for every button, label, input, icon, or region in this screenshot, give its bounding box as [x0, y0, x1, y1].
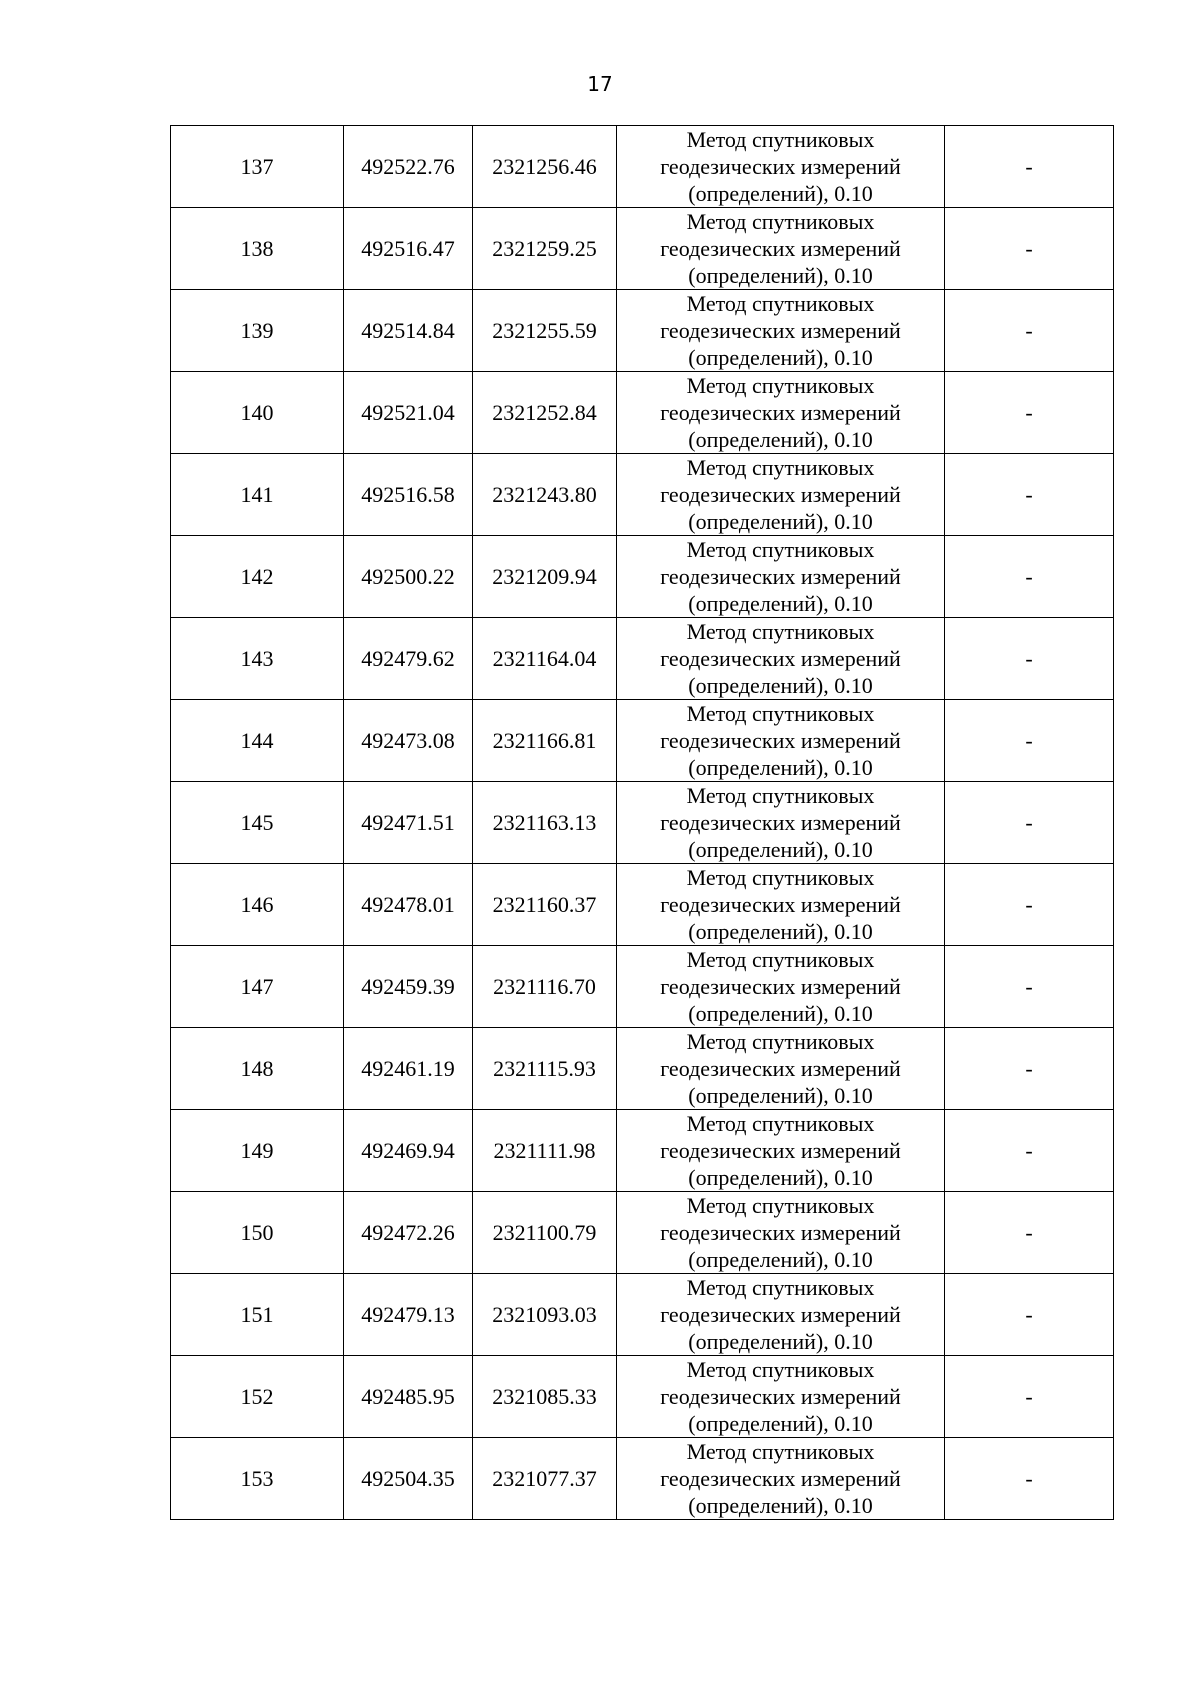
y-coordinate-cell: 2321100.79	[473, 1192, 617, 1274]
y-coordinate-cell: 2321166.81	[473, 700, 617, 782]
method-line-2: геодезических измерений	[660, 1138, 901, 1163]
method-line-1: Метод спутниковых	[686, 947, 875, 972]
table-row	[171, 782, 1114, 864]
method-line-2: геодезических измерений	[660, 892, 901, 917]
method-cell	[617, 618, 945, 700]
method-line-3: (определений), 0.10	[688, 1165, 873, 1190]
method-line-1: Метод спутниковых	[686, 537, 875, 562]
point-number-cell: 146	[171, 864, 344, 946]
method-line-3: (определений), 0.10	[688, 1411, 873, 1436]
page-number: 17	[587, 72, 613, 96]
table-row	[171, 290, 1114, 372]
table-row	[171, 618, 1114, 700]
method-line-3: (определений), 0.10	[688, 509, 873, 534]
table-row	[171, 1110, 1114, 1192]
point-number-cell: 142	[171, 536, 344, 618]
x-coordinate-cell: 492479.13	[344, 1274, 473, 1356]
method-line-1: Метод спутниковых	[686, 1111, 875, 1136]
point-number-cell: 144	[171, 700, 344, 782]
y-coordinate-cell: 2321116.70	[473, 946, 617, 1028]
method-line-1: Метод спутниковых	[686, 1357, 875, 1382]
table-row	[171, 1028, 1114, 1110]
method-cell	[617, 290, 945, 372]
method-line-3: (определений), 0.10	[688, 755, 873, 780]
note-cell: -	[945, 126, 1114, 208]
y-coordinate-cell: 2321093.03	[473, 1274, 617, 1356]
method-line-3: (определений), 0.10	[688, 181, 873, 206]
x-coordinate-cell: 492504.35	[344, 1438, 473, 1520]
y-coordinate-cell: 2321209.94	[473, 536, 617, 618]
method-cell	[617, 1438, 945, 1520]
x-coordinate-cell: 492479.62	[344, 618, 473, 700]
note-cell: -	[945, 536, 1114, 618]
method-line-2: геодезических измерений	[660, 236, 901, 261]
y-coordinate-cell: 2321160.37	[473, 864, 617, 946]
method-line-2: геодезических измерений	[660, 1056, 901, 1081]
method-line-1: Метод спутниковых	[686, 291, 875, 316]
method-line-2: геодезических измерений	[660, 1302, 901, 1327]
method-line-3: (определений), 0.10	[688, 1083, 873, 1108]
method-line-3: (определений), 0.10	[688, 1493, 873, 1518]
method-cell	[617, 782, 945, 864]
method-line-2: геодезических измерений	[660, 318, 901, 343]
method-cell	[617, 1110, 945, 1192]
table-row	[171, 126, 1114, 208]
table-row	[171, 454, 1114, 536]
x-coordinate-cell: 492478.01	[344, 864, 473, 946]
note-cell: -	[945, 372, 1114, 454]
method-line-1: Метод спутниковых	[686, 455, 875, 480]
x-coordinate-cell: 492461.19	[344, 1028, 473, 1110]
point-number-cell: 152	[171, 1356, 344, 1438]
note-cell: -	[945, 782, 1114, 864]
point-number-cell: 150	[171, 1192, 344, 1274]
method-line-1: Метод спутниковых	[686, 701, 875, 726]
method-line-1: Метод спутниковых	[686, 1193, 875, 1218]
note-cell: -	[945, 1274, 1114, 1356]
method-line-2: геодезических измерений	[660, 974, 901, 999]
point-number-cell: 148	[171, 1028, 344, 1110]
method-line-3: (определений), 0.10	[688, 263, 873, 288]
method-line-1: Метод спутниковых	[686, 127, 875, 152]
method-line-1: Метод спутниковых	[686, 865, 875, 890]
note-cell: -	[945, 618, 1114, 700]
table-row	[171, 700, 1114, 782]
point-number-cell: 137	[171, 126, 344, 208]
method-cell	[617, 864, 945, 946]
point-number-cell: 153	[171, 1438, 344, 1520]
method-line-2: геодезических измерений	[660, 728, 901, 753]
table-row	[171, 536, 1114, 618]
method-line-2: геодезических измерений	[660, 810, 901, 835]
method-cell	[617, 1356, 945, 1438]
x-coordinate-cell: 492485.95	[344, 1356, 473, 1438]
method-line-3: (определений), 0.10	[688, 345, 873, 370]
method-line-2: геодезических измерений	[660, 1384, 901, 1409]
note-cell: -	[945, 1192, 1114, 1274]
table-row	[171, 208, 1114, 290]
method-line-2: геодезических измерений	[660, 1220, 901, 1245]
note-cell: -	[945, 1110, 1114, 1192]
note-cell: -	[945, 290, 1114, 372]
method-cell	[617, 208, 945, 290]
method-line-3: (определений), 0.10	[688, 591, 873, 616]
note-cell: -	[945, 946, 1114, 1028]
method-cell	[617, 1192, 945, 1274]
method-line-3: (определений), 0.10	[688, 1329, 873, 1354]
method-line-3: (определений), 0.10	[688, 427, 873, 452]
method-line-2: геодезических измерений	[660, 400, 901, 425]
method-line-2: геодезических измерений	[660, 154, 901, 179]
method-line-1: Метод спутниковых	[686, 1439, 875, 1464]
point-number-cell: 151	[171, 1274, 344, 1356]
y-coordinate-cell: 2321255.59	[473, 290, 617, 372]
method-cell	[617, 372, 945, 454]
method-line-3: (определений), 0.10	[688, 673, 873, 698]
x-coordinate-cell: 492459.39	[344, 946, 473, 1028]
method-cell	[617, 700, 945, 782]
table-row	[171, 372, 1114, 454]
method-line-2: геодезических измерений	[660, 1466, 901, 1491]
y-coordinate-cell: 2321163.13	[473, 782, 617, 864]
x-coordinate-cell: 492472.26	[344, 1192, 473, 1274]
point-number-cell: 143	[171, 618, 344, 700]
method-line-3: (определений), 0.10	[688, 919, 873, 944]
x-coordinate-cell: 492521.04	[344, 372, 473, 454]
point-number-cell: 147	[171, 946, 344, 1028]
method-line-1: Метод спутниковых	[686, 209, 875, 234]
table-row	[171, 1274, 1114, 1356]
note-cell: -	[945, 700, 1114, 782]
method-cell	[617, 536, 945, 618]
x-coordinate-cell: 492469.94	[344, 1110, 473, 1192]
x-coordinate-cell: 492516.58	[344, 454, 473, 536]
table-row	[171, 946, 1114, 1028]
note-cell: -	[945, 1028, 1114, 1110]
y-coordinate-cell: 2321256.46	[473, 126, 617, 208]
point-number-cell: 139	[171, 290, 344, 372]
x-coordinate-cell: 492514.84	[344, 290, 473, 372]
table-row	[171, 864, 1114, 946]
method-line-3: (определений), 0.10	[688, 837, 873, 862]
y-coordinate-cell: 2321252.84	[473, 372, 617, 454]
table-row	[171, 1438, 1114, 1520]
coordinates-table-body	[171, 126, 1114, 1520]
method-cell	[617, 1274, 945, 1356]
table-row	[171, 1192, 1114, 1274]
y-coordinate-cell: 2321111.98	[473, 1110, 617, 1192]
point-number-cell: 140	[171, 372, 344, 454]
point-number-cell: 141	[171, 454, 344, 536]
x-coordinate-cell: 492471.51	[344, 782, 473, 864]
method-cell	[617, 126, 945, 208]
x-coordinate-cell: 492473.08	[344, 700, 473, 782]
method-cell	[617, 454, 945, 536]
method-line-1: Метод спутниковых	[686, 783, 875, 808]
y-coordinate-cell: 2321259.25	[473, 208, 617, 290]
note-cell: -	[945, 864, 1114, 946]
y-coordinate-cell: 2321077.37	[473, 1438, 617, 1520]
point-number-cell: 138	[171, 208, 344, 290]
coordinates-table	[170, 125, 1114, 1520]
y-coordinate-cell: 2321085.33	[473, 1356, 617, 1438]
method-line-3: (определений), 0.10	[688, 1247, 873, 1272]
method-cell	[617, 1028, 945, 1110]
x-coordinate-cell: 492522.76	[344, 126, 473, 208]
note-cell: -	[945, 208, 1114, 290]
method-line-2: геодезических измерений	[660, 646, 901, 671]
method-cell	[617, 946, 945, 1028]
note-cell: -	[945, 454, 1114, 536]
point-number-cell: 145	[171, 782, 344, 864]
method-line-1: Метод спутниковых	[686, 373, 875, 398]
y-coordinate-cell: 2321243.80	[473, 454, 617, 536]
method-line-1: Метод спутниковых	[686, 1275, 875, 1300]
x-coordinate-cell: 492500.22	[344, 536, 473, 618]
table-row	[171, 1356, 1114, 1438]
method-line-3: (определений), 0.10	[688, 1001, 873, 1026]
method-line-1: Метод спутниковых	[686, 1029, 875, 1054]
method-line-2: геодезических измерений	[660, 564, 901, 589]
method-line-1: Метод спутниковых	[686, 619, 875, 644]
method-line-2: геодезических измерений	[660, 482, 901, 507]
note-cell: -	[945, 1356, 1114, 1438]
y-coordinate-cell: 2321115.93	[473, 1028, 617, 1110]
note-cell: -	[945, 1438, 1114, 1520]
x-coordinate-cell: 492516.47	[344, 208, 473, 290]
point-number-cell: 149	[171, 1110, 344, 1192]
y-coordinate-cell: 2321164.04	[473, 618, 617, 700]
